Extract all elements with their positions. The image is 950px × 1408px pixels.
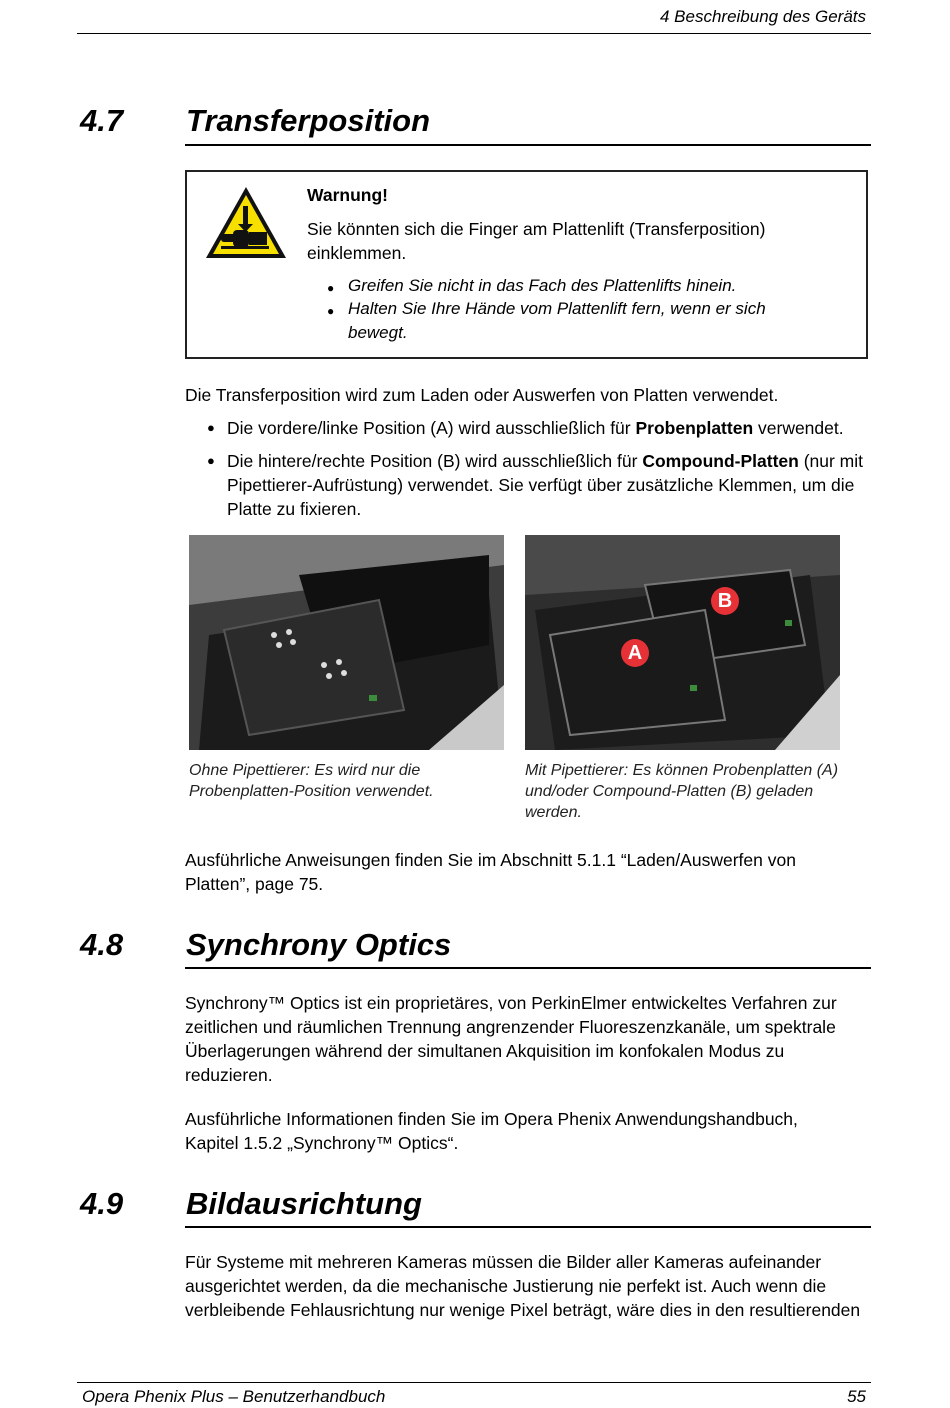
section-title: Transferposition xyxy=(186,103,431,138)
warning-bullet-continued: bewegt. xyxy=(348,323,408,342)
transfer-bullet-b xyxy=(207,449,872,521)
synchrony-para-2: Ausführliche Informationen finden Sie im Opera Phenix Anwendungshandbuch, Kapitel 1.5.2 „Synchrony™ Optics“. xyxy=(185,1109,798,1153)
section-number: 4.8 xyxy=(80,927,124,962)
plate-lift-drawing xyxy=(189,535,504,750)
section-number: 4.9 xyxy=(80,1186,124,1221)
bullet-text: Die hintere/rechte Position (B) wird ausschließlich für Compound-Platten (nur mit Pipettierer-Aufrüstung) verwendet. Sie verfügt über zusätzliche Klemmen, um die Platte zu fixieren. xyxy=(227,451,864,519)
section-number: 4.7 xyxy=(80,103,124,138)
transfer-intro: Die Transferposition wird zum Laden oder Auswerfen von Platten verwendet. xyxy=(185,385,779,405)
section-rule xyxy=(185,144,871,146)
marker-a: A xyxy=(621,639,649,667)
figure-caption-right: Mit Pipettierer: Es können Probenplatten (A) und/oder Compound-Platten (B) geladen werden. xyxy=(525,762,839,821)
bullet-dot: ● xyxy=(207,453,215,468)
section-title: Bildausrichtung xyxy=(186,1186,422,1221)
running-header: 4 Beschreibung des Geräts xyxy=(659,7,866,26)
marker-b: B xyxy=(711,587,739,615)
hand-crush-warning-icon xyxy=(203,184,289,262)
transfer-bullet-a xyxy=(207,416,872,440)
warning-bullet-dot: ● xyxy=(327,281,335,295)
transfer-reference: Ausführliche Anweisungen finden Sie im Abschnitt 5.1.1 “Laden/Auswerfen von Platten”, page 75. xyxy=(185,850,796,894)
figure-caption-left: Ohne Pipettierer: Es wird nur die Probenplatten-Position verwendet. xyxy=(189,762,434,800)
section-title: Synchrony Optics xyxy=(186,927,452,962)
section-rule xyxy=(185,967,871,969)
warning-text-line2: einklemmen. xyxy=(307,243,407,263)
footer-rule xyxy=(77,1382,871,1383)
bullet-dot: ● xyxy=(207,420,215,435)
footer-title: Opera Phenix Plus – Benutzerhandbuch xyxy=(82,1387,386,1406)
warning-bullet: Greifen Sie nicht in das Fach des Plattenlifts hinein. xyxy=(348,276,737,295)
synchrony-para-1: Synchrony™ Optics ist ein proprietäres, von PerkinElmer entwickeltes Verfahren zur zeitlichen und räumlichen Trennung angrenzender Fluoreszenzkanäle, um spektrale Überlagerungen während der simultanen Akquisition im konfokalen Modus zu reduzieren. xyxy=(185,993,837,1085)
warning-text-line1: Sie könnten sich die Finger am Plattenlift (Transferposition) xyxy=(307,219,766,239)
warning-box xyxy=(185,170,868,359)
photo-transfer-without-pipettor xyxy=(189,535,504,750)
section-rule xyxy=(185,1226,871,1228)
bildausrichtung-para-1: Für Systeme mit mehreren Kameras müssen die Bilder aller Kameras aufeinander ausgerichtet werden, da die mechanische Justierung nie perfekt ist. Auch wenn die verbleibende Fehlausrichtung nur wenige Pixel beträgt, wäre dies in den resultierenden xyxy=(185,1252,861,1320)
warning-bullet: Halten Sie Ihre Hände vom Plattenlift fern, wenn er sich xyxy=(348,299,766,318)
bullet-text: Die vordere/linke Position (A) wird ausschließlich für Probenplatten verwendet. xyxy=(227,418,844,438)
header-rule xyxy=(77,33,871,34)
page-number: 55 xyxy=(847,1387,866,1406)
plate-lift-drawing xyxy=(525,535,840,750)
warning-bullet-dot: ● xyxy=(327,304,335,318)
photo-transfer-with-pipettor xyxy=(525,535,840,750)
warning-title: Warnung! xyxy=(307,185,388,205)
